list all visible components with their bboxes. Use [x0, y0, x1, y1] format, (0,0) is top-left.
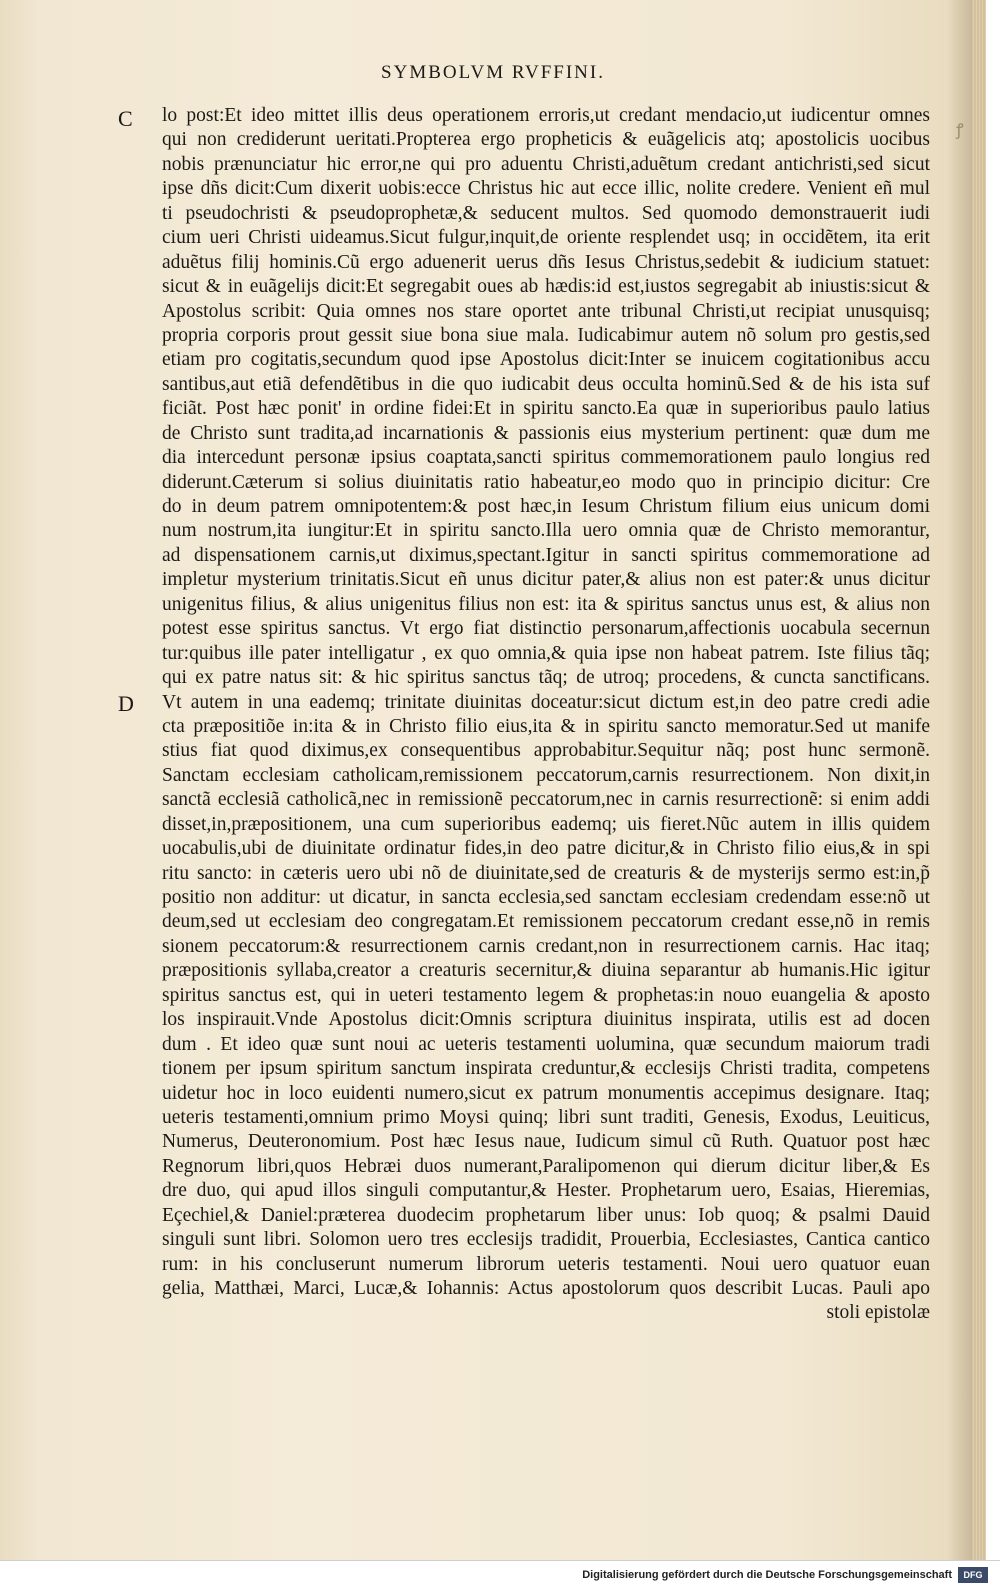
text-line: rum: in his concluserunt numerum librorum ueteris testamenti. Noui uero quatuor euan [162, 1253, 930, 1275]
text-line: qui ex patre natus sit: & hic spiritus sanctus tãq; de utroq; procedens, & cuncta sanctificans. [162, 667, 930, 689]
text-line: præpositionis syllaba,creator a creaturis secernitur,& diuina separantur ab humanis.Hic igitur [162, 960, 930, 982]
footer-credit: Digitalisierung gefördert durch die Deutsche Forschungsgemeinschaft [582, 1569, 952, 1581]
text-line: deum,sed ut ecclesiam deo congregatam.Et remissionem peccatorum credant esse,nõ in remis [162, 911, 930, 933]
text-line: gelia, Matthæi, Marci, Lucæ,& Iohannis: Actus apostolorum quos describit Lucas. Pauli apo [162, 1278, 930, 1299]
text-line: Apostolus scribit: Quia omnes nos stare oportet ante tribunal Christi,ut recipiat unusquisq; [162, 300, 930, 322]
text-line: singuli sunt libri. Solomon uero tres ecclesijs tradidit, Prouerbia, Ecclesiastes, Cantica cantico [162, 1229, 930, 1251]
text-line: lo post:Et ideo mittet illis deus operationem erroris,ut credant mendacio,ut iudicentur omnes [162, 105, 930, 126]
dfg-logo: DFG [958, 1567, 988, 1583]
text-line: impletur mysterium trinitatis.Sicut eñ unus dicitur pater,& alius non est pater:& unus dicitur [162, 569, 930, 591]
text-line: sicut & in euãgelijs dicit:Et segregabit oues ab hædis:id est,iustos segregabit ab iniustis:sicut & [162, 276, 930, 298]
text-line: spiritus sanctus est, qui in ueteri testamento legem & prophetas:in nouo euangelia & aposto [162, 984, 930, 1006]
page-edges [972, 0, 986, 1560]
text-line: dum . Et ideo quæ sunt noui ac ueteris testamenti uolumina, quæ secundum maiorum tradi [162, 1033, 930, 1055]
text-line: sionem peccatorum:& resurrectionem carnis credant,non in resurrectionem carnis. Hac itaq; [162, 935, 930, 957]
text-line: Regnorum libri,quos Hebræi duos numerant,Paralipomenon qui dierum dicitur liber,& Es [162, 1155, 930, 1177]
text-line: qui non crediderunt ueritati.Propterea ergo propheticis & euãgelicis atq; apostolicis uocibus [162, 129, 930, 151]
text-line: Vt autem in una eademq; trinitate diuinitas doceatur:sicut dictum est,in deo patre credi adie [162, 691, 930, 713]
text-line: unigenitus filius, & alius unigenitus filius non est: ita & spiritus sanctus unus est, & alius non [162, 593, 930, 615]
text-line: positio non additur: ut dicatur, in sancta ecclesia,sed sanctam ecclesiam credendam esse:nõ ut [162, 887, 930, 908]
text-line: potest esse spiritus sanctus. Vt ergo fiat distinctio personarum,affectionis uocabula secernun [162, 618, 930, 640]
text-line: de Christo sunt tradita,ad incarnationis & passionis eius mysterium pertinent: quæ dum me [162, 422, 930, 444]
text-line: ad dispensationem carnis,ut diximus,spectant.Igitur in sancti spiritus commemoratione ad [162, 544, 930, 566]
text-line: uidetur hoc in loco euidenti numero,sicut ex patrum monumentis accepimus designare. Itaq; [162, 1082, 930, 1104]
running-head: SYMBOLVM RVFFINI. [381, 62, 605, 83]
text-line: diderunt.Cæterum si solius diuinitatis ratio habeatur,eo modo quo in principio dicitur: Cre [162, 471, 930, 493]
text-line: disset,in,præpositionem, una cum superioribus eademq; uis fieret.Nũc autem in illis quidem [162, 813, 930, 835]
text-line: nobis prænunciatur hic error,ne qui pro aduentu Christi,aduẽtum credant antichristi,sed sicut [162, 153, 930, 175]
text-line: etiam pro cogitatis,secundum quod ipse Apostolus dicit:Inter se inuicem cogitationibus accu [162, 349, 930, 371]
text-line: ti pseudochristi & pseudoprophetæ,& seducent multos. Sed quomodo demonstrauerit iudi [162, 202, 930, 224]
text-line: dia intercedunt personæ ipsius coaptata,sancti spiritus commemorationem paulo longius red [162, 447, 930, 469]
text-line: num nostrum,ita iungitur:Et in spiritu sancto.Illa uero omnia quæ de Christo memorantur, [162, 520, 930, 542]
text-line: uocabulis,ubi de diuinitate ordinatur fides,in deo patre dicitur,& in Christo filio eius,& in spi [162, 838, 930, 860]
text-line: Numerus, Deuteronomium. Post hæc Iesus naue, Iudicum simul cũ Ruth. Quatuor post hæc [162, 1131, 930, 1153]
text-line: sanctã ecclesiã catholicã,nec in remissionẽ peccatorum,nec in carnis resurrectionẽ: si enim addi [162, 789, 930, 811]
text-line: Eçechiel,& Daniel:præterea duodecim prophetarum liber unus: Iob quoq; & psalmi Dauid [162, 1204, 930, 1226]
text-line: tur:quibus ille pater intelligatur , ex quo omnia,& quia ipse non habeat patrem. Iste filius tãq; [162, 642, 930, 664]
body-text [162, 104, 930, 1326]
text-line: ficiãt. Post hæc ponit' in ordine fidei:Et in spiritu sancto.Ea quæ in superioribus paulo latius [162, 398, 930, 420]
footer-bar [0, 1560, 1000, 1591]
text-line: propria corporis prout gessit siue bona siue mala. Iudicabimur autem nõ solum pro gestis,sed [162, 324, 930, 346]
text-line: cium ueri Christi uideamus.Sicut fulgur,inquit,de oriente resplendet usq; in occidẽtem, ita erit [162, 227, 930, 249]
text-line: santibus,aut etiã defendẽtibus in die quo iudicabit deus occulta hominũ.Sed & de his ista suf [162, 373, 930, 395]
text-line: Sanctam ecclesiam catholicam,remissionem peccatorum,carnis resurrectionem. Non dixit,in [162, 764, 930, 786]
text-line: do in deum patrem omnipotentem:& post hæc,in Iesum Christum filium eius unicum domi [162, 496, 930, 517]
text-line: aduẽtus filij hominis.Cũ ergo aduenerit uerus dñs Iesus Christus,sedebit & iudicium statuet: [162, 251, 930, 273]
text-line: cta præpositiõe in:ita & in Christo filio eius,ita & in spiritu sancto memoratur.Sed ut manife [162, 715, 930, 737]
text-line: tionem per ipsum spiritum sanctum inspirata creduntur,& ecclesijs Christi tradita, competens [162, 1058, 930, 1080]
text-line: ueteris testamenti,omnium primo Moysi quinq; libri sunt traditi, Genesis, Exodus, Leuiticus, [162, 1106, 930, 1128]
text-line: stius fiat quod diximus,ex consequentibus approbabitur.Sequitur nãq; post hunc sermonẽ. [162, 740, 930, 762]
marginal-ink-mark: ꝭ [956, 120, 964, 139]
text-line: stoli epistolæ [826, 1302, 930, 1324]
marginal-letter-c: C [118, 106, 133, 131]
text-line: dre duo, qui apud illos singuli computantur,& Hester. Prophetarum uero, Esaias, Hieremias, [162, 1180, 930, 1202]
marginal-letter-d: D [118, 691, 134, 716]
text-line: los inspirauit.Vnde Apostolus dicit:Omnis scriptura diuinitus inspirata, utilis est ad docen [162, 1009, 930, 1031]
text-line: ipse dñs dicit:Cum dixerit uobis:ecce Christus hic aut ecce illic, nolite credere. Venient eñ mul [162, 178, 930, 200]
text-line: ritu sancto: in cæteris uero ubi nõ de diuinitate,sed de creaturis & de mysterijs sermo est:in,p̃ [162, 862, 930, 884]
